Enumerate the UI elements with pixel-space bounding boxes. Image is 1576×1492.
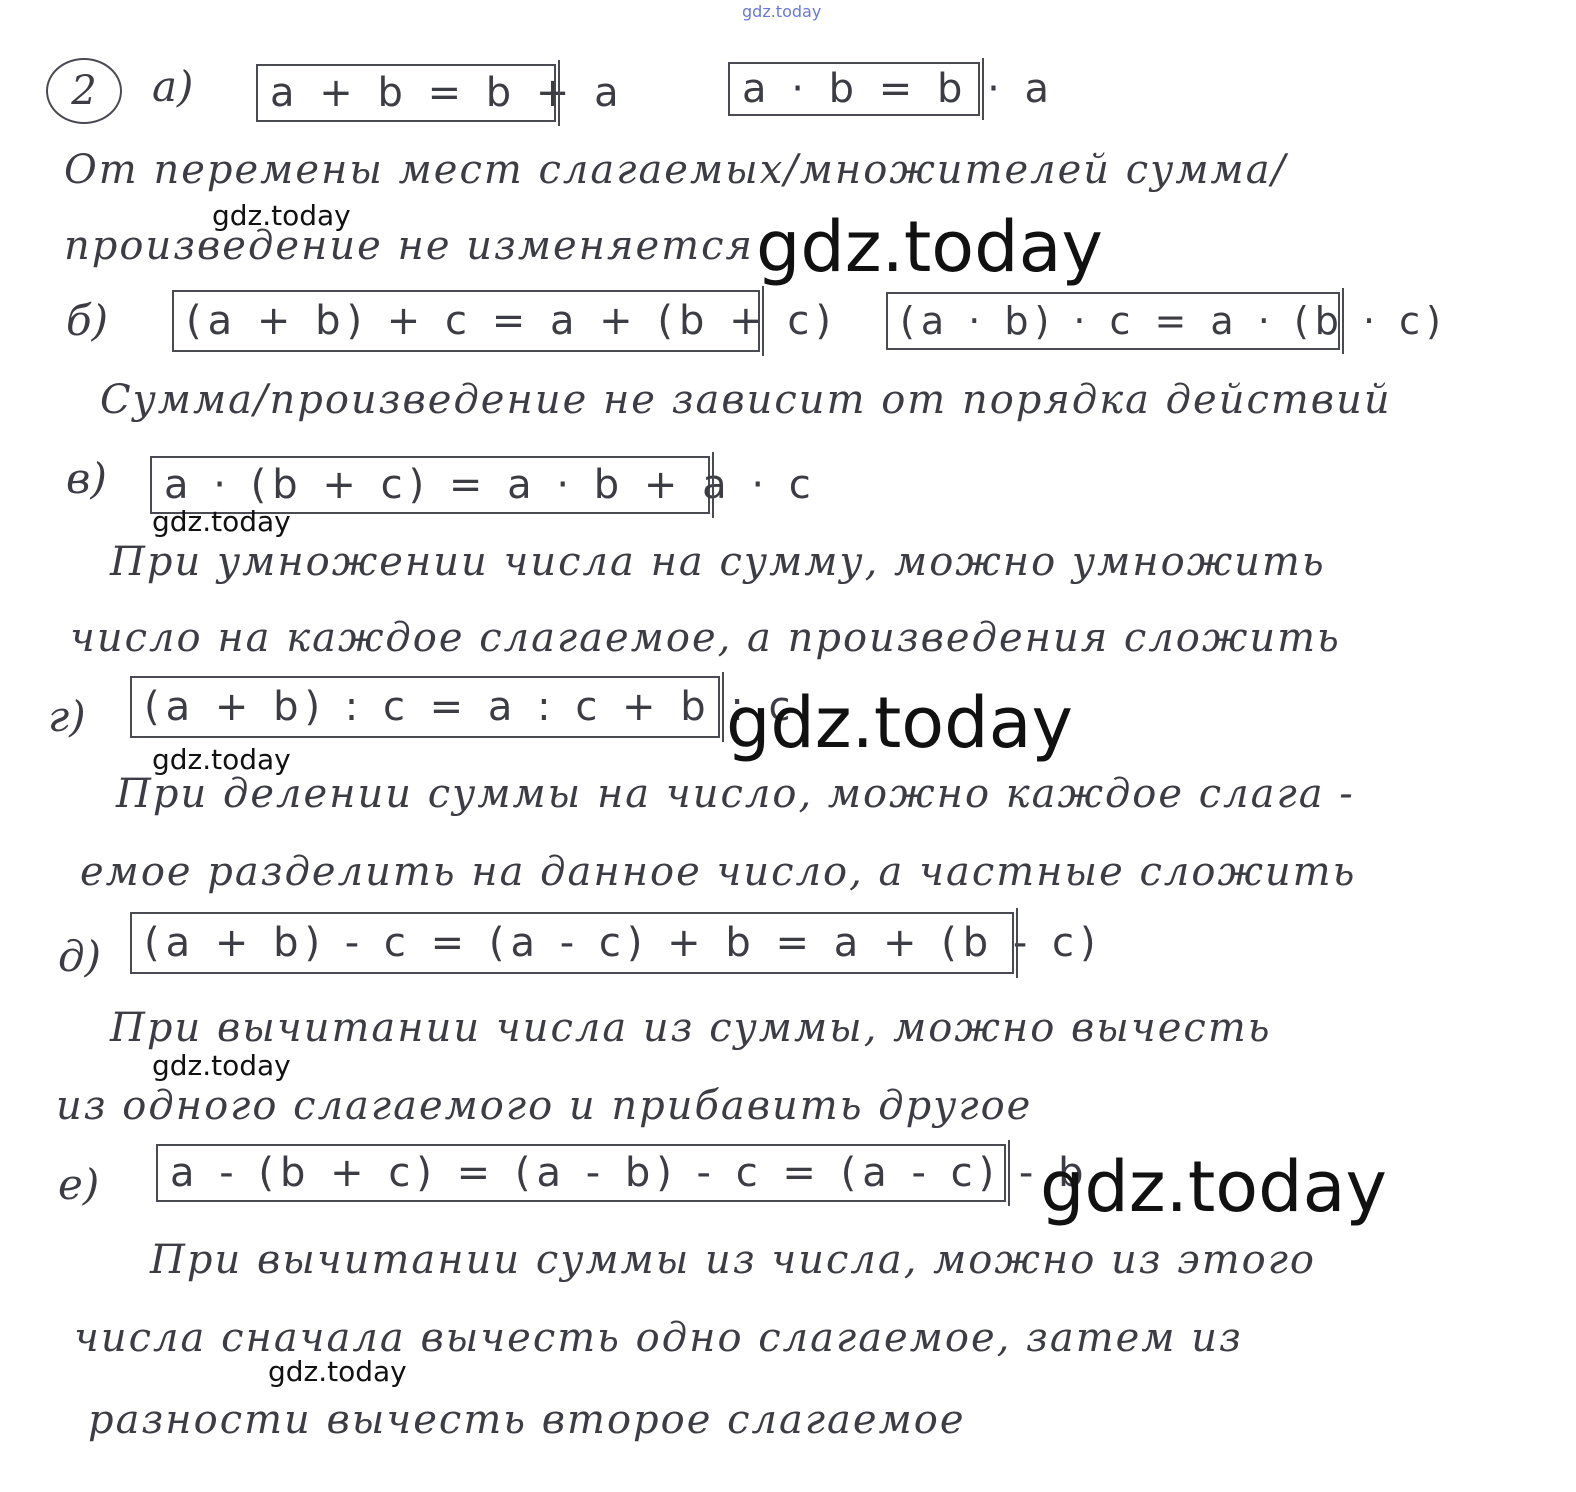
item-a-formula-product: a · b = b · a	[728, 62, 980, 116]
item-d-text-line-2: из одного слагаемого и прибавить другое	[56, 1083, 1033, 1129]
item-e-text-line-2: числа сначала вычесть одно слагаемое, затем из	[74, 1315, 1243, 1361]
exercise-number: 2	[71, 68, 97, 114]
watermark-top: gdz.today	[742, 2, 822, 21]
item-g-label: г)	[48, 692, 86, 741]
item-b-formula-sum: (a + b) + c = a + (b + c)	[172, 290, 760, 352]
watermark-large-3: gdz.today	[1040, 1146, 1387, 1228]
watermark-small-5: gdz.today	[268, 1355, 407, 1388]
watermark-small-2: gdz.today	[152, 505, 291, 538]
item-a-label: а)	[152, 62, 194, 111]
item-b-formula-product: (a · b) · c = a · (b · c)	[886, 292, 1340, 350]
item-e-label: е)	[58, 1160, 100, 1209]
watermark-large-2: gdz.today	[726, 682, 1073, 764]
item-b-label: б)	[66, 296, 109, 345]
item-e-formula: a - (b + c) = (a - b) - c = (a - c) - b	[156, 1144, 1006, 1202]
item-e-text-line-3: разности вычесть второе слагаемое	[88, 1397, 966, 1443]
item-d-formula: (a + b) - c = (a - c) + b = a + (b - c)	[130, 912, 1014, 974]
item-v-text-line-1: При умножении числа на сумму, можно умножить	[110, 539, 1326, 585]
watermark-small-3: gdz.today	[152, 743, 291, 776]
watermark-small-1: gdz.today	[212, 199, 351, 232]
item-v-label: в)	[66, 454, 107, 503]
watermark-small-4: gdz.today	[152, 1049, 291, 1082]
item-d-text-line-1: При вычитании числа из суммы, можно вычесть	[110, 1005, 1272, 1051]
item-v-text-line-2: число на каждое слагаемое, а произведения сложить	[70, 615, 1341, 661]
item-a-formula-sum: a + b = b + a	[256, 64, 556, 122]
exercise-number-circle	[46, 58, 122, 124]
item-a-text-line-1: От перемены мест слагаемых/множителей сумма/	[64, 147, 1288, 193]
item-b-text-line-1: Сумма/произведение не зависит от порядка действий	[100, 377, 1392, 423]
item-d-label: д)	[58, 932, 102, 981]
item-g-text-line-2: емое разделить на данное число, а частные сложить	[80, 849, 1357, 895]
item-g-formula: (a + b) : c = a : c + b : c	[130, 676, 720, 738]
item-e-text-line-1: При вычитании суммы из числа, можно из этого	[150, 1237, 1317, 1283]
item-a-text-line-2: произведение не изменяется	[64, 223, 754, 269]
item-g-text-line-1: При делении суммы на число, можно каждое слага -	[116, 771, 1355, 817]
item-v-formula: a · (b + c) = a · b + a · c	[150, 456, 710, 514]
watermark-large-1: gdz.today	[756, 206, 1103, 288]
